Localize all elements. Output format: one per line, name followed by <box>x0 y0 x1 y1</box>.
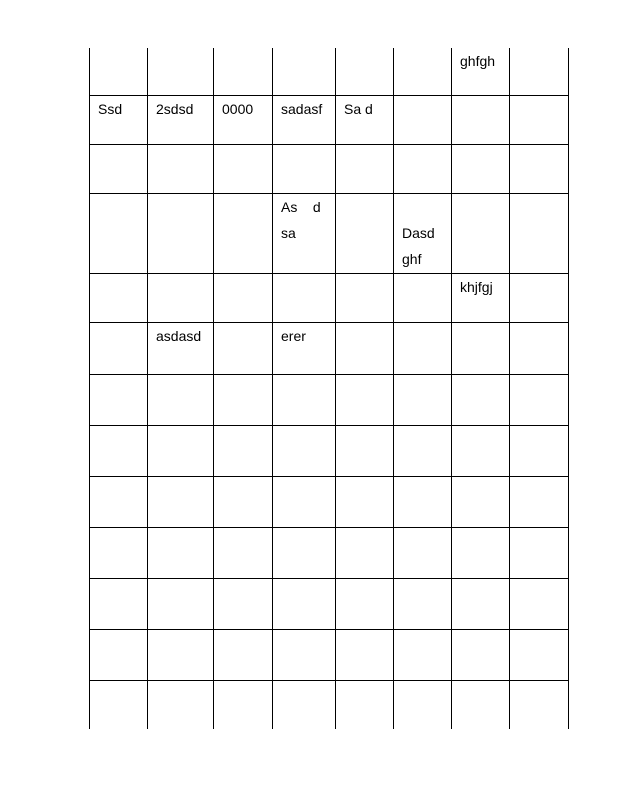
table-cell <box>336 375 394 426</box>
table-cell <box>336 681 394 730</box>
table-row <box>90 323 569 375</box>
table-cell <box>336 630 394 681</box>
table-cell <box>452 48 510 96</box>
table-row <box>90 528 569 579</box>
table-cell <box>336 426 394 477</box>
table-cell <box>452 145 510 194</box>
table-cell <box>148 426 214 477</box>
cell-text: erer <box>281 328 306 344</box>
cell-text: As d sa <box>281 199 321 241</box>
table-cell <box>273 579 336 630</box>
table-cell <box>394 681 452 730</box>
table-cell <box>148 681 214 730</box>
table-row <box>90 477 569 528</box>
table-cell <box>336 274 394 323</box>
table-cell <box>336 528 394 579</box>
table-cell <box>452 274 510 323</box>
table-row <box>90 375 569 426</box>
table-row <box>90 630 569 681</box>
table-cell <box>148 630 214 681</box>
table-cell <box>273 681 336 730</box>
table-cell <box>148 48 214 96</box>
table-cell <box>273 375 336 426</box>
cell-text: Ssd <box>98 101 123 117</box>
table-cell <box>148 194 214 274</box>
table-row <box>90 96 569 145</box>
table-cell <box>452 194 510 274</box>
table-cell <box>90 426 148 477</box>
table-cell <box>336 194 394 274</box>
cell-text: 0000 <box>222 101 254 117</box>
table-cell <box>452 96 510 145</box>
table-cell <box>336 48 394 96</box>
table-cell <box>273 274 336 323</box>
table-cell <box>148 477 214 528</box>
table-cell <box>510 96 569 145</box>
table-cell <box>510 194 569 274</box>
table-cell <box>90 274 148 323</box>
data-table <box>89 48 569 729</box>
table-cell <box>214 323 273 375</box>
table-cell <box>452 528 510 579</box>
table-cell <box>214 375 273 426</box>
table-cell <box>510 274 569 323</box>
cell-text: Sa d <box>344 101 373 117</box>
table-cell <box>90 96 148 145</box>
table-cell <box>273 48 336 96</box>
table-cell <box>214 96 273 145</box>
cell-text: Dasd ghf <box>402 225 435 267</box>
table-cell <box>452 681 510 730</box>
table-cell <box>273 630 336 681</box>
table-cell <box>90 579 148 630</box>
table-cell <box>214 579 273 630</box>
table-cell <box>214 681 273 730</box>
table-cell <box>394 96 452 145</box>
table-cell <box>90 630 148 681</box>
table-cell <box>394 145 452 194</box>
table-cell <box>394 274 452 323</box>
table-cell <box>90 145 148 194</box>
table-cell <box>90 528 148 579</box>
table-cell <box>148 274 214 323</box>
table-cell <box>452 579 510 630</box>
table-cell <box>273 477 336 528</box>
table-cell <box>452 375 510 426</box>
table-cell <box>214 630 273 681</box>
table-row <box>90 194 569 274</box>
table-cell <box>394 579 452 630</box>
table-cell <box>452 426 510 477</box>
table-cell <box>148 579 214 630</box>
table-cell <box>90 48 148 96</box>
table-cell <box>273 194 336 274</box>
table-cell <box>273 323 336 375</box>
table-cell <box>90 194 148 274</box>
table-cell <box>452 323 510 375</box>
table-row <box>90 681 569 730</box>
table-cell <box>214 48 273 96</box>
table-cell <box>214 145 273 194</box>
table-cell <box>90 375 148 426</box>
table-cell <box>90 323 148 375</box>
table-row <box>90 145 569 194</box>
table-cell <box>90 681 148 730</box>
table-cell <box>394 48 452 96</box>
table-cell <box>394 426 452 477</box>
table-cell <box>214 477 273 528</box>
table-cell <box>394 528 452 579</box>
table-cell <box>336 96 394 145</box>
table-cell <box>394 375 452 426</box>
table-cell <box>336 477 394 528</box>
table-cell <box>90 477 148 528</box>
table-cell <box>510 681 569 730</box>
table-cell <box>214 194 273 274</box>
table-cell <box>273 96 336 145</box>
table-cell <box>214 528 273 579</box>
cell-text: asdasd <box>156 328 202 344</box>
table-cell <box>510 375 569 426</box>
table-cell <box>510 426 569 477</box>
table-cell <box>336 323 394 375</box>
table-cell <box>510 477 569 528</box>
table-cell <box>214 274 273 323</box>
cell-text: khjfgj <box>460 279 493 295</box>
table-cell <box>510 323 569 375</box>
table-cell <box>510 48 569 96</box>
table-cell <box>148 145 214 194</box>
table-cell <box>336 579 394 630</box>
table-cell <box>452 477 510 528</box>
table-cell <box>273 426 336 477</box>
table-cell <box>148 375 214 426</box>
table-row <box>90 426 569 477</box>
cell-text: sadasf <box>281 101 323 117</box>
cell-text: 2sdsd <box>156 101 194 117</box>
table-cell <box>273 145 336 194</box>
table-cell <box>510 579 569 630</box>
table-row <box>90 579 569 630</box>
table-cell <box>510 630 569 681</box>
table-container <box>89 48 568 720</box>
table-cell <box>510 145 569 194</box>
table-cell <box>394 323 452 375</box>
table-row <box>90 274 569 323</box>
table-cell <box>336 145 394 194</box>
table-cell <box>148 96 214 145</box>
table-cell <box>148 323 214 375</box>
table-cell <box>214 426 273 477</box>
table-cell <box>394 194 452 274</box>
table-cell <box>510 528 569 579</box>
table-cell <box>148 528 214 579</box>
table-cell <box>452 630 510 681</box>
table-cell <box>394 477 452 528</box>
table-cell <box>273 528 336 579</box>
table-cell <box>394 630 452 681</box>
table-row <box>90 48 569 96</box>
cell-text: ghfgh <box>460 53 496 69</box>
